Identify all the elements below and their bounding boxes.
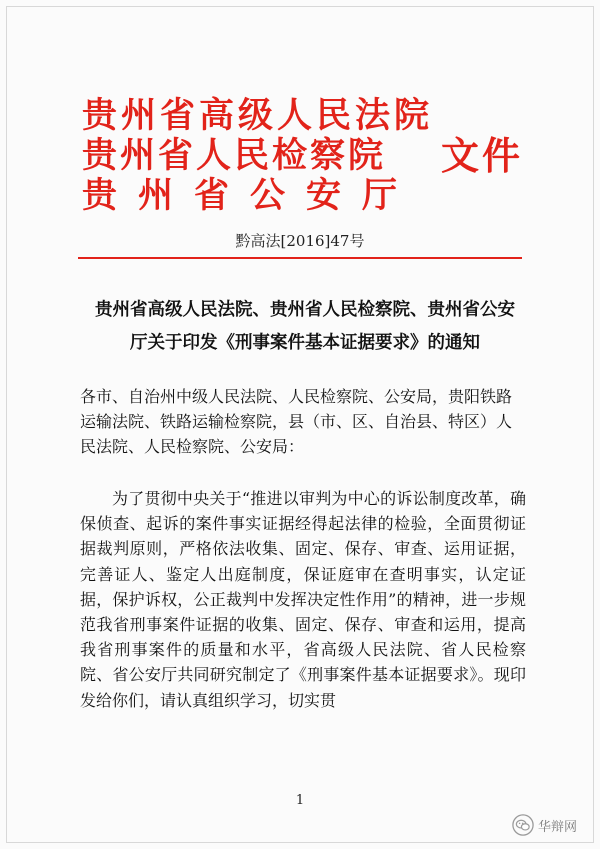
issuer-procuratorate: 贵州省人民检察院 [82,135,387,176]
document-number: 黔高法[2016]47号 [235,232,365,250]
recipients: 各市、自治州中级人民法院、人民检察院、公安局，贵阳铁路运输法院、铁路运输检察院，县（市、区、自治县、特区）人民法院、人民检察院、公安局： [80,387,513,456]
document-label: 文件 [441,133,524,178]
page-number: 1 [295,793,305,808]
notice-title: 贵州省高级人民法院、贵州省人民检察院、贵州省公安厅关于印发《刑事案件基本证据要求》的通知 [95,300,515,353]
red-divider [78,257,522,259]
body-paragraph: 为了贯彻中央关于“推进以审判为中心的诉讼制度改革，确保侦查、起诉的案件事实证据经得起法律的检验，全面贯彻证据裁判原则，严格依法收集、固定、保存、审查、运用证据，完善证人、鉴定人出庭制度，保证庭审在查明事实，认定证据，保护诉权，公正裁判中发挥决定性作用”的精神，进一步规范我省刑事案件证据的收集、固定、保存、审查和运用，提高我省刑事案件的质量和水平，省高级人民法院、省人民检察院、省公安厅共同研究制定了《刑事案件基本证据要求》。现印发给你们，请认真组织学习，切实贯 [80,489,526,710]
wechat-icon [512,814,534,836]
watermark [512,814,577,836]
issuer-high-court: 贵州省高级人民法院 [82,95,434,136]
issuer-public-security: 贵州省公安厅 [82,175,419,216]
watermark-text: 华辩网 [538,819,578,835]
